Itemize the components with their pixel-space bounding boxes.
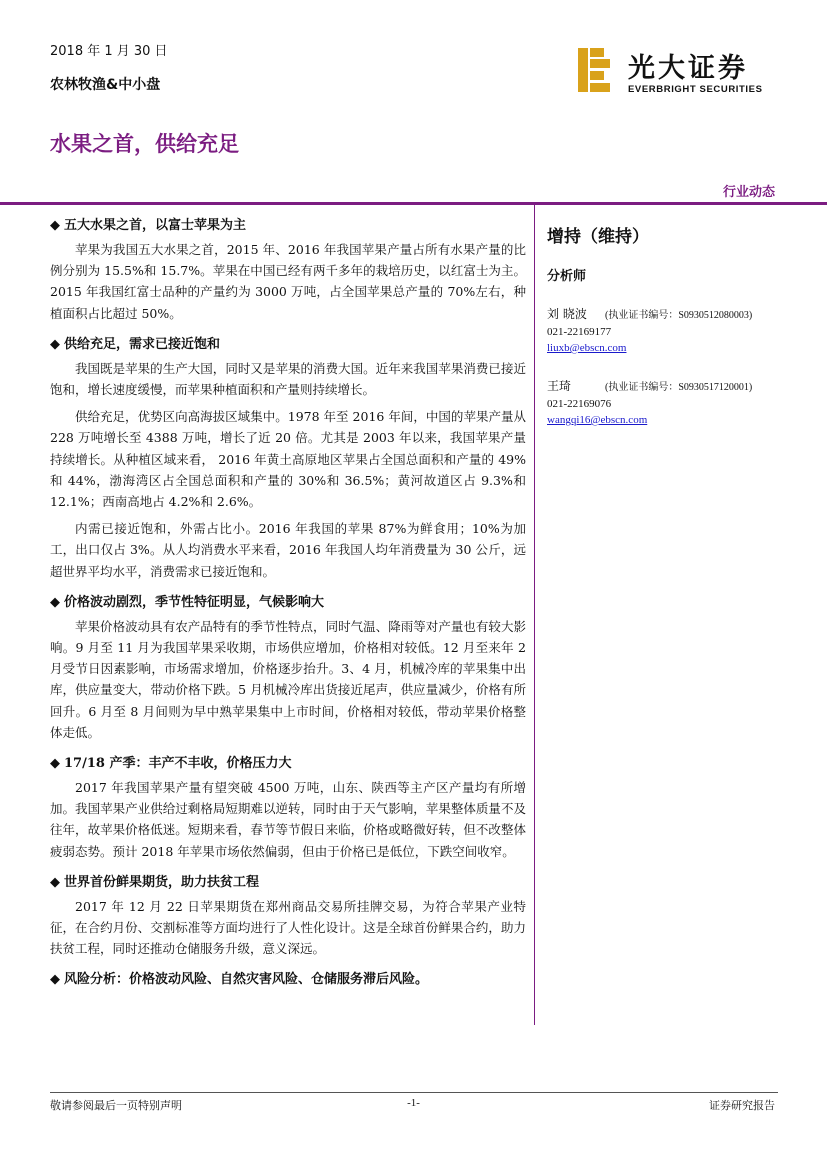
body-paragraph: 2017 年 12 月 22 日苹果期货在郑州商品交易所挂牌交易，为符合苹果产业特征，在合约月份、交割标准等方面均进行了人性化设计。这是全球首份鲜果合约，助力扶贫工程，同时还推动仓储服务升级，意义深远。 <box>50 898 526 957</box>
analyst-card <box>547 378 787 428</box>
diamond-bullet-icon: ◆ <box>50 972 60 988</box>
body-paragraph: 我国既是苹果的生产大国，同时又是苹果的消费大国。近年来我国苹果消费已接近饱和，增长速度缓慢，而苹果种植面积和产量则持续增长。 <box>50 360 526 398</box>
analyst-phone: 021-22169177 <box>547 326 612 338</box>
section-heading <box>50 592 526 614</box>
header-divider <box>0 202 827 205</box>
section-heading <box>50 215 526 237</box>
page-number: -1- <box>407 1097 420 1109</box>
main-content <box>50 213 526 993</box>
logo-english-name: EVERBRIGHT SECURITIES <box>628 84 763 95</box>
analyst-cert: (执业证书编号：S0930512080003) <box>605 310 753 321</box>
body-paragraph: 供给充足，优势区向高海拔区域集中。1978 年至 2016 年间，中国的苹果产量从 228 万吨增长至 4388 万吨，增长了近 20 倍。尤其是 2003 年以来，我国苹果产量持续增长。从种植区域来看， 2016 年黄土高原地区苹果占全国总面积和产量的 49%和 44%，渤海湾区占全国总面积和产量的 30%和 36.5%；黄河故道区占 9.3%和 12.1%；西南高地占 4.2%和 2.6%。 <box>50 409 526 510</box>
body-paragraph: 苹果为我国五大水果之首，2015 年、2016 年我国苹果产量占所有水果产量的比例分别为 15.5%和 15.7%。苹果在中国已经有两千多年的栽培历史，以红富士为主。2015 年我国红富士品种的产量约为 3000 万吨，占全国苹果总产量的 70%左右，种植面积占比超过 50%。 <box>50 242 526 321</box>
diamond-bullet-icon: ◆ <box>50 594 60 610</box>
analyst-name: 王琦 <box>547 379 572 393</box>
footer-report-label: 证券研究报告 <box>709 1099 775 1112</box>
logo-mark-icon <box>578 48 612 92</box>
analyst-cert: (执业证书编号：S0930517120001) <box>605 382 753 393</box>
company-logo <box>578 48 778 98</box>
page-title: 水果之首，供给充足 <box>50 132 239 156</box>
diamond-bullet-icon: ◆ <box>50 756 60 772</box>
section-heading-text: 五大水果之首，以富士苹果为主 <box>64 218 247 233</box>
analyst-email-link[interactable]: liuxb@ebscn.com <box>547 342 627 354</box>
report-type: 行业动态 <box>722 185 775 200</box>
report-date: 2018 年 1 月 30 日 <box>50 44 168 59</box>
body-paragraph: 苹果价格波动具有农产品特有的季节性特点，同时气温、降雨等对产量也有较大影响。9 月至 11 月为我国苹果采收期，市场供应增加，价格相对较低。12 月至来年 2 月受节日因素影响，市场需求增加，价格逐步抬升。3、4 月，机械冷库的苹果集中出库，供应量变大，带动价格下跌。5 月机械冷库出货接近尾声，供应量减少，价格有所回升。6 月至 8 月间则为早中熟苹果集中上市时间，价格相对较低，带动苹果价格整体走低。 <box>50 618 526 740</box>
analyst-heading: 分析师 <box>547 269 587 284</box>
analyst-name: 刘 晓波 <box>547 307 587 321</box>
body-paragraph: 内需已接近饱和，外需占比小。2016 年我国的苹果 87%为鲜食用；10%为加工，出口仅占 3%。从人均消费水平来看，2016 年我国人均年消费量为 30 公斤，远超世界平均水平，消费需求已接近饱和。 <box>50 521 526 579</box>
section-heading-text: 风险分析：价格波动风险、自然灾害风险、仓储服务滞后风险。 <box>64 972 429 988</box>
logo-chinese-name: 光大证券 <box>628 53 748 84</box>
diamond-bullet-icon: ◆ <box>50 874 60 890</box>
section-heading <box>50 969 526 991</box>
sidebar <box>547 222 787 428</box>
diamond-bullet-icon: ◆ <box>50 336 60 352</box>
section-heading <box>50 872 526 894</box>
analyst-email-link[interactable]: wangqi16@ebscn.com <box>547 414 648 426</box>
column-divider <box>534 205 535 1025</box>
analyst-phone: 021-22169076 <box>547 398 612 410</box>
body-paragraph: 2017 年我国苹果产量有望突破 4500 万吨，山东、陕西等主产区产量均有所增加。我国苹果产业供给过剩格局短期难以逆转，同时由于天气影响，苹果整体质量不及往年，故苹果价格低迷。短期来看，春节等节假日来临，价格或略微好转，但不改整体疲弱态势。预计 2018 年苹果市场依然偏弱，但由于价格已是低位，下跌空间收窄。 <box>50 780 526 859</box>
sector-label: 农林牧渔&中小盘 <box>50 77 161 93</box>
analyst-card <box>547 306 787 356</box>
section-heading-text: 世界首份鲜果期货，助力扶贫工程 <box>64 874 260 890</box>
section-heading-text: 供给充足，需求已接近饱和 <box>64 336 221 352</box>
diamond-bullet-icon: ◆ <box>50 218 60 233</box>
footer-divider <box>50 1092 778 1093</box>
rating: 增持（维持） <box>547 227 649 247</box>
section-heading <box>50 753 526 775</box>
section-heading-text: 价格波动剧烈，季节性特征明显，气候影响大 <box>64 594 325 610</box>
section-heading-text: 17/18 产季：丰产不丰收，价格压力大 <box>64 756 292 772</box>
footer-disclaimer: 敬请参阅最后一页特别声明 <box>50 1099 182 1112</box>
section-heading <box>50 334 526 356</box>
